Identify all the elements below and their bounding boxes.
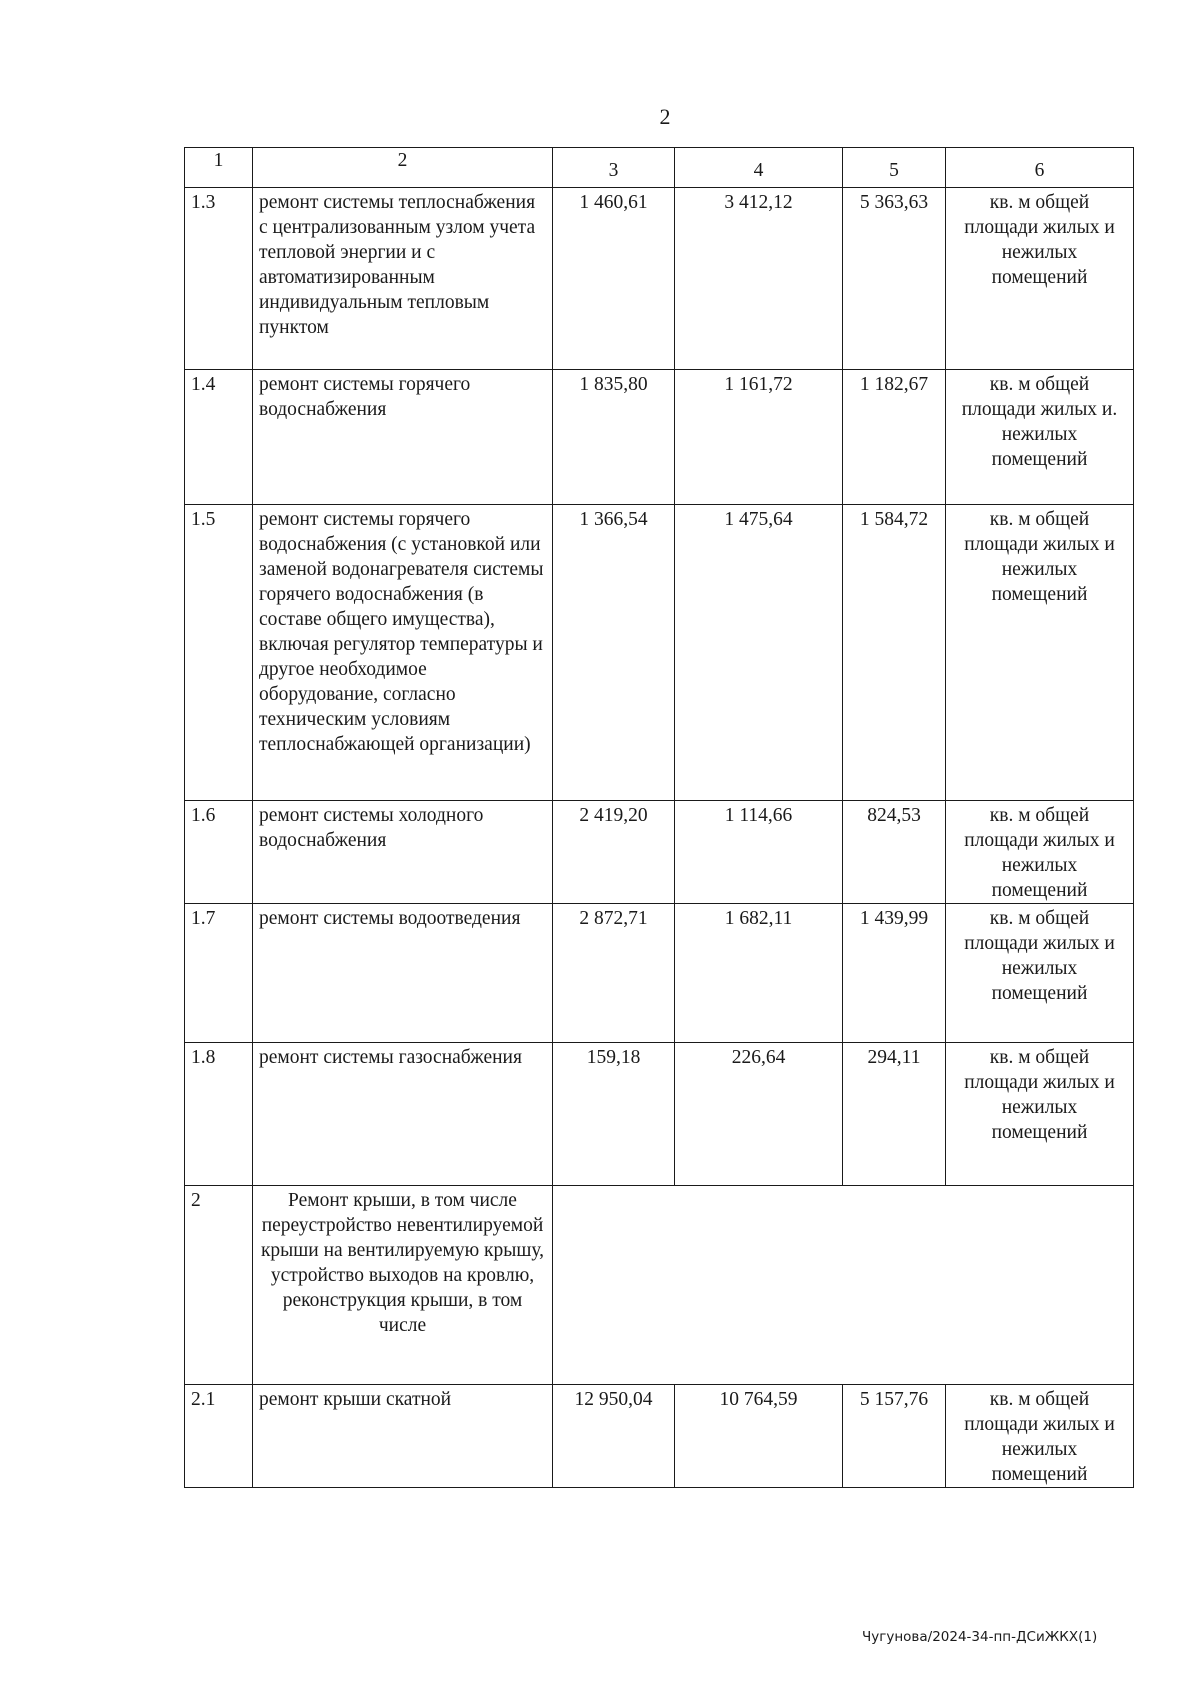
row-number: 1.5 <box>185 505 253 801</box>
row-unit: кв. м общей площади жилых и нежилых помещений <box>946 801 1134 904</box>
header-cell: 6 <box>946 148 1134 188</box>
row-value-col4: 1 161,72 <box>675 370 843 505</box>
header-cell: 1 <box>185 148 253 188</box>
row-value-col5: 5 363,63 <box>843 188 946 370</box>
page-number: 2 <box>659 104 671 129</box>
row-value-col5: 5 157,76 <box>843 1385 946 1488</box>
row-unit: кв. м общей площади жилых и нежилых помещений <box>946 505 1134 801</box>
row-value-col4: 1 475,64 <box>675 505 843 801</box>
table-row <box>185 801 1134 904</box>
row-unit: кв. м общей площади жилых и нежилых помещений <box>946 904 1134 1043</box>
row-value-col5: 824,53 <box>843 801 946 904</box>
table-row <box>185 1043 1134 1186</box>
row-value-col3: 1 366,54 <box>553 505 675 801</box>
header-cell: 4 <box>675 148 843 188</box>
document-code-footer: Чугунова/2024-34-пп-ДСиЖКХ(1) <box>862 1629 1098 1645</box>
row-description: ремонт системы водоотведения <box>253 904 553 1043</box>
row-description: ремонт системы горячего водоснабжения (с установкой или заменой водонагревателя системы горячего водоснабжения (в составе общего имущества), включая регулятор температуры и другое необходимое оборудование, согласно техническим условиям теплоснабжающей организации) <box>253 505 553 801</box>
row-number: 2.1 <box>185 1385 253 1488</box>
table-row <box>185 1385 1134 1488</box>
row-description: ремонт системы холодного водоснабжения <box>253 801 553 904</box>
row-unit: кв. м общей площади жилых и. нежилых помещений <box>946 370 1134 505</box>
row-value-col4: 1 114,66 <box>675 801 843 904</box>
row-number: 1.4 <box>185 370 253 505</box>
row-value-col3: 12 950,04 <box>553 1385 675 1488</box>
row-description: ремонт системы теплоснабжения с централизованным узлом учета тепловой энергии и с автоматизированным индивидуальным тепловым пунктом <box>253 188 553 370</box>
header-cell: 2 <box>253 148 553 188</box>
row-value-col3: 159,18 <box>553 1043 675 1186</box>
section-description: Ремонт крыши, в том числе переустройство невентилируемой крыши на вентилируемую крышу, устройство выходов на кровлю, реконструкция крыши, в том числе <box>253 1186 553 1385</box>
row-value-col5: 294,11 <box>843 1043 946 1186</box>
row-description: ремонт крыши скатной <box>253 1385 553 1488</box>
row-unit: кв. м общей площади жилых и нежилых помещений <box>946 1385 1134 1488</box>
row-value-col5: 1 439,99 <box>843 904 946 1043</box>
table-row <box>185 188 1134 370</box>
row-value-col4: 3 412,12 <box>675 188 843 370</box>
row-value-col3: 2 419,20 <box>553 801 675 904</box>
row-number: 1.7 <box>185 904 253 1043</box>
row-description: ремонт системы газоснабжения <box>253 1043 553 1186</box>
section-row <box>185 1186 1134 1385</box>
table-header-row <box>185 148 1134 188</box>
row-value-col5: 1 584,72 <box>843 505 946 801</box>
row-unit: кв. м общей площади жилых и нежилых помещений <box>946 1043 1134 1186</box>
row-value-col3: 2 872,71 <box>553 904 675 1043</box>
header-cell: 5 <box>843 148 946 188</box>
table-row <box>185 370 1134 505</box>
section-empty-cell <box>553 1186 1134 1385</box>
row-value-col3: 1 835,80 <box>553 370 675 505</box>
row-unit: кв. м общей площади жилых и нежилых помещений <box>946 188 1134 370</box>
tariff-table <box>184 147 1134 1488</box>
row-value-col3: 1 460,61 <box>553 188 675 370</box>
row-value-col4: 226,64 <box>675 1043 843 1186</box>
table-row <box>185 904 1134 1043</box>
header-cell: 3 <box>553 148 675 188</box>
row-description: ремонт системы горячего водоснабжения <box>253 370 553 505</box>
row-number: 1.8 <box>185 1043 253 1186</box>
table-row <box>185 505 1134 801</box>
row-value-col4: 1 682,11 <box>675 904 843 1043</box>
row-number: 1.3 <box>185 188 253 370</box>
row-value-col5: 1 182,67 <box>843 370 946 505</box>
row-value-col4: 10 764,59 <box>675 1385 843 1488</box>
row-number: 1.6 <box>185 801 253 904</box>
section-number: 2 <box>185 1186 253 1385</box>
